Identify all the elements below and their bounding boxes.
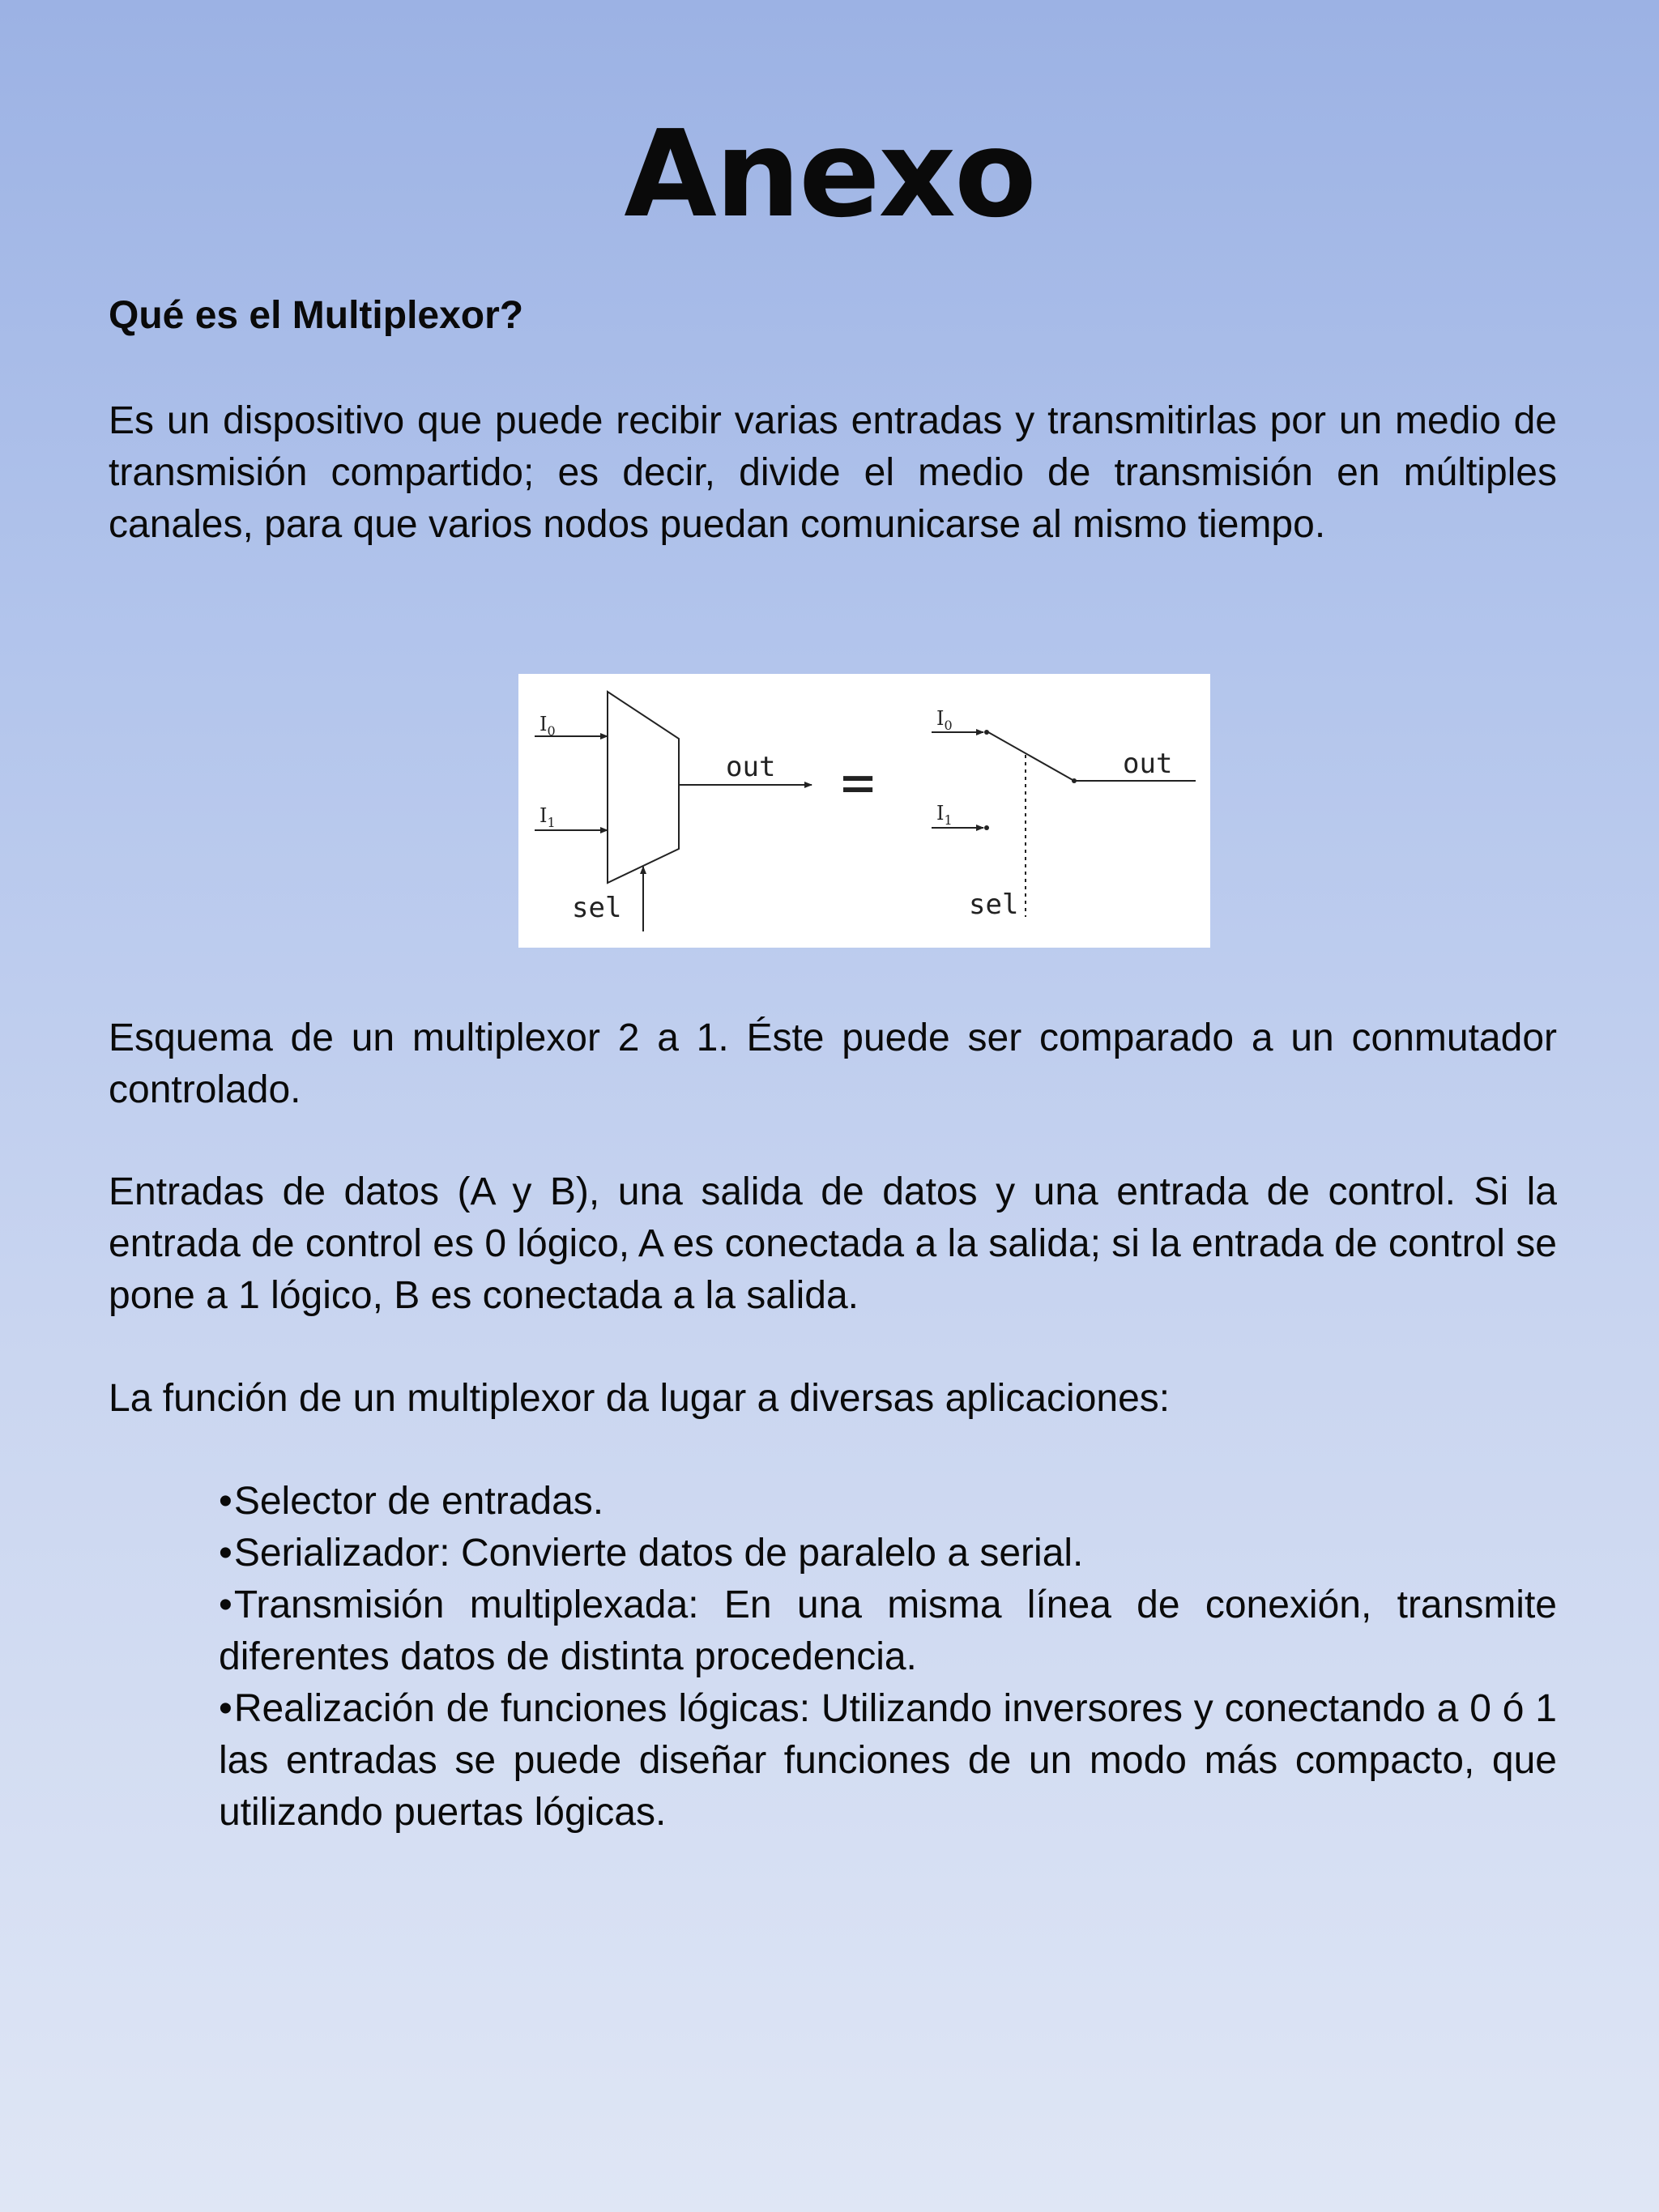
switch-symbol <box>932 707 1196 921</box>
section-heading: Qué es el Multiplexor? <box>109 294 524 337</box>
switch-input1-sub: 1 <box>944 812 953 828</box>
switch-input0-sub: 0 <box>944 718 953 733</box>
mux-input1-sub: 1 <box>547 815 556 830</box>
bullet-icon: • <box>219 1687 232 1730</box>
list-item <box>219 1579 1557 1683</box>
bullet-icon: • <box>219 1583 232 1626</box>
list-item-text: Serializador: Convierte datos de paralelo a serial. <box>233 1532 1084 1575</box>
list-item <box>219 1683 1557 1839</box>
svg-text:I0 <box>936 707 953 733</box>
diagram-caption: Esquema de un multiplexor 2 a 1. Éste puede ser comparado a un conmutador controlado. <box>109 1016 1557 1111</box>
intro-paragraph: Es un dispositivo que puede recibir varias entradas y transmitirlas por un medio de transmisión compartido; es decir, divide el medio de transmisión en múltiples canales, para que varios nodos puedan comunicarse al mismo tiempo. <box>109 399 1557 546</box>
switch-output-label: out <box>1123 748 1173 780</box>
list-item <box>219 1476 1557 1528</box>
svg-text:I1 <box>539 804 556 830</box>
page-title: Anexo <box>624 104 1035 244</box>
list-item-text: Realización de funciones lógicas: Utilizando inversores y conectando a 0 ó 1 las entradas se puede diseñar funciones de un modo más compacto, que utilizando puertas lógicas. <box>219 1687 1557 1834</box>
switch-arm <box>988 732 1074 781</box>
functions-intro: La función de un multiplexor da lugar a diversas aplicaciones: <box>109 1377 1171 1420</box>
svg-text:I1 <box>936 802 953 828</box>
switch-contact-0 <box>984 730 989 735</box>
list-item <box>219 1528 1557 1579</box>
switch-input0-label: I <box>936 707 945 730</box>
bullet-icon: • <box>219 1480 232 1523</box>
mux-input1-label: I <box>539 804 548 827</box>
equals-sign: = <box>841 749 876 816</box>
switch-select-label: sel <box>969 889 1019 921</box>
list-item-text: Transmisión multiplexada: En una misma línea de conexión, transmite diferentes datos de distinta procedencia. <box>219 1583 1557 1678</box>
mux-select-label: sel <box>572 892 622 924</box>
bullet-icon: • <box>219 1532 232 1575</box>
list-item-text: Selector de entradas. <box>233 1480 604 1523</box>
mux-symbol <box>535 692 812 931</box>
mux-input0-label: I <box>539 713 548 735</box>
inputs-paragraph: Entradas de datos (A y B), una salida de datos y una entrada de control. Si la entrada de control es 0 lógico, A es conectada a la salida; si la entrada de control se pone a 1 lógico, B es conectada a la salida. <box>109 1170 1557 1317</box>
svg-text:I0 <box>539 713 556 739</box>
switch-input1-label: I <box>936 802 945 825</box>
switch-contact-1 <box>984 825 989 830</box>
applications-list <box>219 1476 1557 1839</box>
mux-output-label: out <box>726 751 776 783</box>
mux-body <box>608 692 679 883</box>
mux-input0-sub: 0 <box>547 723 556 739</box>
multiplexer-diagram <box>518 674 1210 948</box>
